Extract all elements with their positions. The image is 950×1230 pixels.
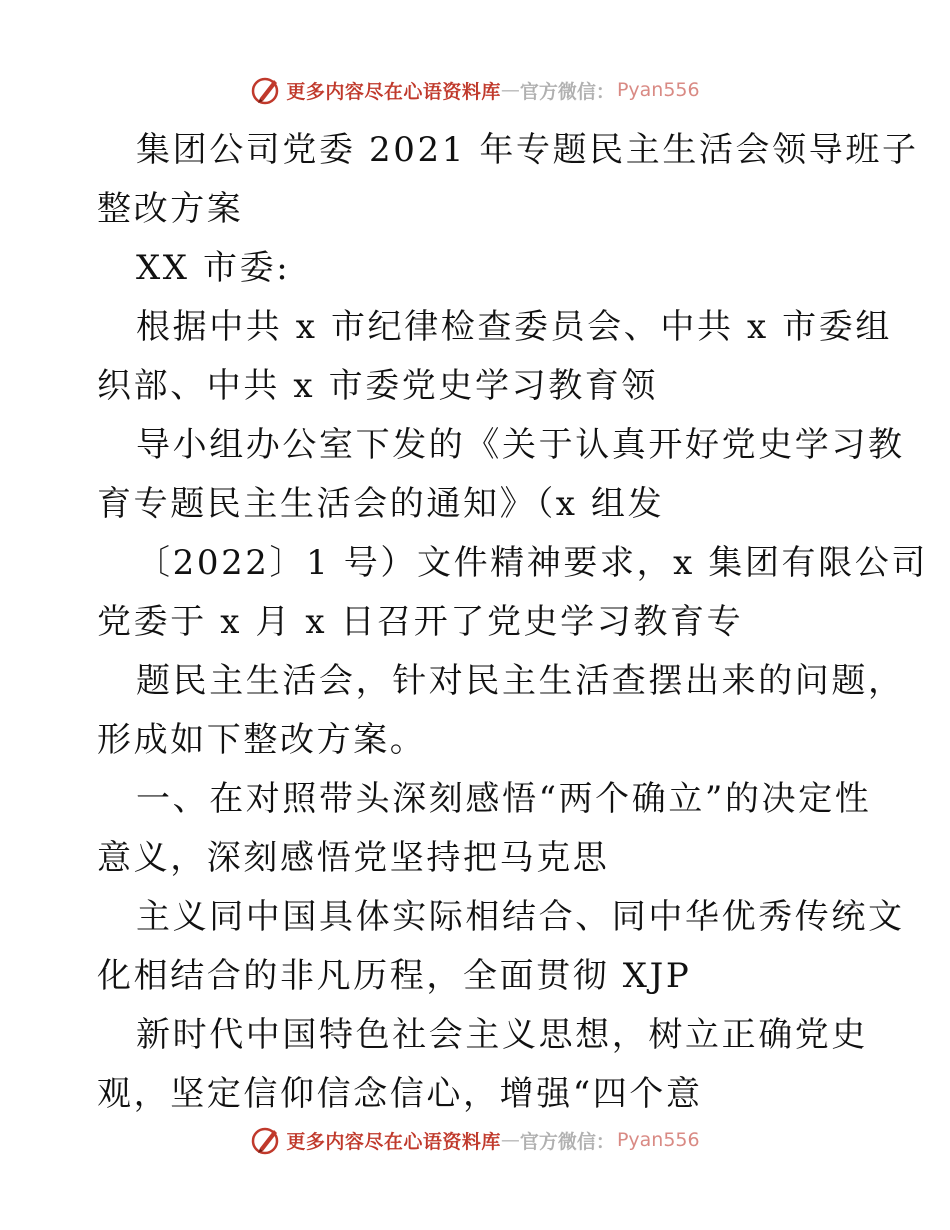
document-line: 形成如下整改方案。	[97, 720, 427, 760]
banner-wechat-id: Pyan556	[616, 1129, 700, 1151]
banner-official-label: 官方微信：	[519, 1130, 615, 1153]
document-line: 集团公司党委 2021 年专题民主生活会领导班子	[136, 130, 919, 170]
document-line: 意义，深刻感悟党坚持把马克思	[97, 838, 610, 878]
document-line: 题民主生活会，针对民主生活查摆出来的问题，	[136, 661, 905, 701]
document-line: 根据中共 x 市纪律检查委员会、中共 x 市委组	[136, 307, 892, 347]
pen-logo-icon	[250, 1124, 282, 1156]
document-body	[97, 121, 928, 1124]
banner-slogan: 更多内容尽在心语资料库	[286, 80, 501, 103]
banner-slogan: 更多内容尽在心语资料库	[286, 1130, 501, 1153]
footer-watermark-banner	[0, 1120, 950, 1160]
document-line: 主义同中国具体实际相结合、同中华优秀传统文	[136, 897, 905, 937]
document-line: 导小组办公室下发的《关于认真开好党史学习教	[136, 425, 905, 465]
document-line: 〔2022〕1 号）文件精神要求，x 集团有限公司	[136, 543, 928, 583]
header-watermark-banner	[0, 70, 950, 110]
document-line: 观，坚定信仰信念信心，增强“四个意	[97, 1074, 703, 1114]
document-line: 新时代中国特色社会主义思想，树立正确党史	[136, 1015, 868, 1055]
document-line: 育专题民主生活会的通知》（x 组发	[97, 484, 665, 524]
document-line: 整改方案	[97, 189, 244, 229]
document-line: XX 市委:	[136, 248, 291, 288]
document-line: 织部、中共 x 市委党史学习教育领	[97, 366, 658, 406]
pen-logo-icon	[250, 74, 282, 106]
banner-official-label: 官方微信：	[519, 80, 615, 103]
banner-wechat-id: Pyan556	[616, 79, 700, 101]
banner-dash: —	[500, 1129, 520, 1151]
document-line: 一、在对照带头深刻感悟“两个确立”的决定性	[136, 779, 872, 819]
document-line: 化相结合的非凡历程，全面贯彻 XJP	[97, 956, 692, 996]
banner-dash: —	[500, 79, 520, 101]
document-line: 党委于 x 月 x 日召开了党史学习教育专	[97, 602, 744, 642]
